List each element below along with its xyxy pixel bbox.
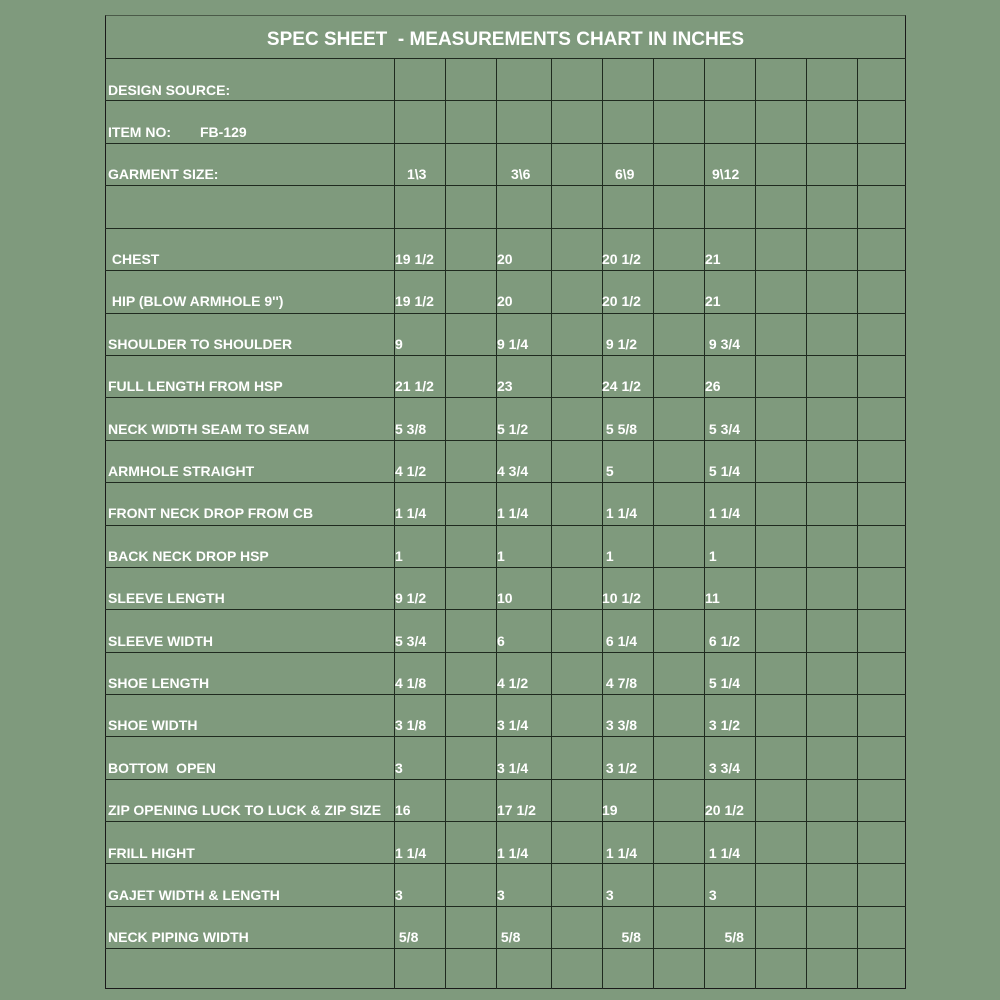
size-header: 9\12 (712, 166, 740, 182)
grid-column-line (755, 58, 756, 989)
measurement-label: CHEST (108, 251, 160, 267)
measurement-value: 19 (602, 802, 618, 818)
measurement-label: NECK WIDTH SEAM TO SEAM (108, 421, 310, 437)
measurement-value: 1 (395, 548, 403, 564)
spec-sheet (105, 15, 906, 989)
grid-row-line (105, 228, 906, 229)
measurement-value: 5 1/2 (497, 421, 529, 437)
measurement-value: 20 1/2 (602, 251, 641, 267)
measurement-value: 5 (602, 463, 614, 479)
measurement-label: SLEEVE WIDTH (108, 633, 214, 649)
measurement-value: 3 1/8 (395, 717, 427, 733)
grid-row-line (105, 948, 906, 949)
measurement-value: 3 1/4 (497, 760, 529, 776)
grid-row-line (105, 567, 906, 568)
measurement-value: 5/8 (395, 929, 419, 945)
grid-row-line (105, 58, 906, 59)
size-header: 3\6 (511, 166, 531, 182)
measurement-value: 10 (497, 590, 513, 606)
measurement-value: 5/8 (602, 929, 641, 945)
measurement-value: 20 (497, 293, 513, 309)
grid-row-line (105, 100, 906, 101)
measurement-value: 20 1/2 (705, 802, 744, 818)
measurement-value: 5 3/4 (395, 633, 427, 649)
measurement-label: NECK PIPING WIDTH (108, 929, 249, 945)
measurement-value: 21 (705, 251, 721, 267)
measurement-value: 5 5/8 (602, 421, 638, 437)
measurement-value: 4 3/4 (497, 463, 529, 479)
grid-column-line (653, 58, 654, 989)
measurement-value: 3 (395, 760, 403, 776)
size-header: 1\3 (407, 166, 427, 182)
measurement-value: 1 1/4 (602, 845, 638, 861)
measurement-value: 26 (705, 378, 721, 394)
grid-row-line (105, 355, 906, 356)
measurement-value: 21 1/2 (395, 378, 434, 394)
grid-row-line (105, 863, 906, 864)
grid-column-line (551, 58, 552, 989)
measurement-value: 1 1/4 (497, 505, 529, 521)
grid-row-line (105, 779, 906, 780)
page-title: SPEC SHEET - MEASUREMENTS CHART IN INCHES (266, 29, 745, 50)
measurement-value: 24 1/2 (602, 378, 641, 394)
measurement-value: 16 (395, 802, 411, 818)
measurement-value: 5/8 (705, 929, 744, 945)
measurement-value: 5/8 (497, 929, 521, 945)
measurement-label: BACK NECK DROP HSP (108, 548, 269, 564)
measurement-value: 6 (497, 633, 505, 649)
measurement-value: 1 (497, 548, 505, 564)
grid-row-line (105, 482, 906, 483)
measurement-label: ZIP OPENING LUCK TO LUCK & ZIP SIZE (108, 802, 382, 818)
measurement-label: BOTTOM OPEN (108, 760, 216, 776)
table-grid (105, 15, 906, 989)
grid-column-line (806, 58, 807, 989)
measurement-value: 9 1/2 (395, 590, 427, 606)
grid-row-line (105, 270, 906, 271)
measurement-value: 6 1/2 (705, 633, 741, 649)
item-no-value: FB-129 (200, 124, 247, 140)
grid-row-line (105, 821, 906, 822)
measurement-label: HIP (BLOW ARMHOLE 9'') (108, 293, 284, 309)
measurement-value: 20 1/2 (602, 293, 641, 309)
measurement-value: 11 (705, 590, 720, 606)
grid-row-line (105, 652, 906, 653)
measurement-value: 5 3/4 (705, 421, 741, 437)
measurement-value: 10 1/2 (602, 590, 641, 606)
measurement-value: 9 3/4 (705, 336, 741, 352)
item-no-label: ITEM NO: (108, 124, 171, 140)
measurement-label: ARMHOLE STRAIGHT (108, 463, 255, 479)
grid-row-line (105, 906, 906, 907)
grid-row-line (105, 440, 906, 441)
measurement-label: SHOE LENGTH (108, 675, 210, 691)
garment-size-label: GARMENT SIZE: (108, 166, 219, 182)
measurement-value: 4 1/8 (395, 675, 427, 691)
measurement-value: 17 1/2 (497, 802, 536, 818)
measurement-value: 3 (497, 887, 505, 903)
measurement-value: 9 (395, 336, 403, 352)
measurement-value: 5 1/4 (705, 463, 741, 479)
measurement-value: 1 1/4 (497, 845, 529, 861)
grid-row-line (105, 694, 906, 695)
measurement-label: SHOE WIDTH (108, 717, 198, 733)
measurement-value: 3 1/2 (705, 717, 741, 733)
measurement-value: 1 (602, 548, 614, 564)
measurement-value: 19 1/2 (395, 293, 434, 309)
measurement-value: 20 (497, 251, 513, 267)
size-header: 6\9 (615, 166, 635, 182)
measurement-value: 4 1/2 (395, 463, 427, 479)
measurement-value: 1 1/4 (705, 845, 741, 861)
measurement-value: 3 (602, 887, 614, 903)
measurement-value: 1 1/4 (395, 505, 427, 521)
measurement-value: 3 3/4 (705, 760, 741, 776)
grid-row-line (105, 397, 906, 398)
measurement-value: 9 1/4 (497, 336, 529, 352)
measurement-label: FRILL HIGHT (108, 845, 195, 861)
grid-row-line (105, 185, 906, 186)
measurement-value: 5 1/4 (705, 675, 741, 691)
measurement-value: 5 3/8 (395, 421, 427, 437)
measurement-value: 3 (705, 887, 717, 903)
measurement-value: 1 1/4 (705, 505, 741, 521)
measurement-value: 1 (705, 548, 717, 564)
grid-row-line (105, 525, 906, 526)
measurement-value: 3 1/4 (497, 717, 529, 733)
grid-column-line (857, 58, 858, 989)
grid-row-line (105, 609, 906, 610)
measurement-value: 21 (705, 293, 721, 309)
measurement-label: FULL LENGTH FROM HSP (108, 378, 283, 394)
design-source-label: DESIGN SOURCE: (108, 82, 231, 98)
grid-row-line (105, 313, 906, 314)
grid-column-line (445, 58, 446, 989)
measurement-label: FRONT NECK DROP FROM CB (108, 505, 314, 521)
grid-row-line (105, 143, 906, 144)
measurement-value: 9 1/2 (602, 336, 638, 352)
measurement-value: 19 1/2 (395, 251, 434, 267)
measurement-value: 6 1/4 (602, 633, 638, 649)
measurement-label: GAJET WIDTH & LENGTH (108, 887, 280, 903)
measurement-value: 23 (497, 378, 513, 394)
measurement-value: 3 (395, 887, 403, 903)
measurement-value: 4 1/2 (497, 675, 529, 691)
measurement-label: SHOULDER TO SHOULDER (108, 336, 293, 352)
measurement-value: 3 1/2 (602, 760, 638, 776)
measurement-label: SLEEVE LENGTH (108, 590, 225, 606)
grid-row-line (105, 736, 906, 737)
measurement-value: 4 7/8 (602, 675, 638, 691)
measurement-value: 1 1/4 (602, 505, 638, 521)
measurement-value: 1 1/4 (395, 845, 427, 861)
measurement-value: 3 3/8 (602, 717, 638, 733)
